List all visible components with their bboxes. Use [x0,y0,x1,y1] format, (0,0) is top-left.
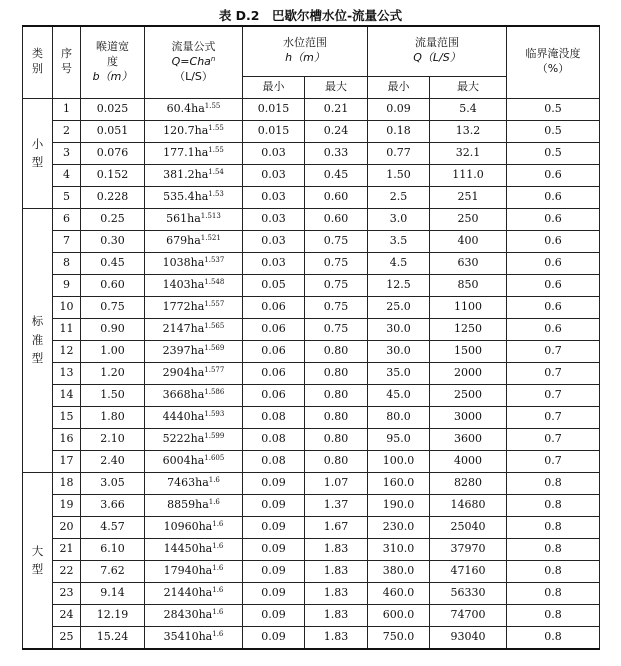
width-cell: 3.66 [81,494,145,516]
table-row [23,626,600,649]
header-flow-min: 最小 [368,76,430,98]
formula-cell: $381.2ha^{1.54}$ [145,164,243,186]
seq-cell: 16 [53,428,81,450]
water-max-cell: 0.80 [305,340,368,362]
width-cell: 0.076 [81,142,145,164]
width-cell: 1.50 [81,384,145,406]
submergence-cell: 0.6 [507,164,600,186]
flow-min-cell: 30.0 [368,318,430,340]
flow-min-cell: 2.5 [368,186,430,208]
submergence-cell: 0.7 [507,384,600,406]
formula-cell: $21440ha^{1.6}$ [145,582,243,604]
header-flow-formula: 流量公式 Q=Cha$^n$ （L/S） [145,26,243,98]
table-row [23,560,600,582]
water-min-cell: 0.03 [243,252,305,274]
flow-min-cell: 100.0 [368,450,430,472]
width-cell: 0.60 [81,274,145,296]
table-row [23,120,600,142]
flow-max-cell: 250 [430,208,507,230]
width-cell: 0.25 [81,208,145,230]
water-max-cell: 0.60 [305,208,368,230]
header-water-max: 最大 [305,76,368,98]
flow-min-cell: 160.0 [368,472,430,494]
width-cell: 0.45 [81,252,145,274]
width-cell: 1.00 [81,340,145,362]
flow-min-cell: 190.0 [368,494,430,516]
flow-max-cell: 14680 [430,494,507,516]
water-min-cell: 0.06 [243,296,305,318]
formula-cell: $1772ha^{1.557}$ [145,296,243,318]
flow-max-cell: 93040 [430,626,507,649]
water-min-cell: 0.08 [243,428,305,450]
width-cell: 2.10 [81,428,145,450]
water-min-cell: 0.09 [243,516,305,538]
flow-min-cell: 12.5 [368,274,430,296]
water-min-cell: 0.06 [243,362,305,384]
width-cell: 1.80 [81,406,145,428]
submergence-cell: 0.6 [507,208,600,230]
seq-cell: 25 [53,626,81,649]
parshall-flume-table [22,25,600,650]
water-min-cell: 0.03 [243,164,305,186]
flow-min-cell: 460.0 [368,582,430,604]
seq-cell: 18 [53,472,81,494]
table-row [23,98,600,120]
water-max-cell: 0.60 [305,186,368,208]
formula-cell: $10960ha^{1.6}$ [145,516,243,538]
table-row [23,472,600,494]
header-flow-range: 流量范围 Q（L/S） [368,26,507,76]
formula-cell: $14450ha^{1.6}$ [145,538,243,560]
submergence-cell: 0.6 [507,274,600,296]
water-min-cell: 0.06 [243,340,305,362]
seq-cell: 3 [53,142,81,164]
seq-cell: 7 [53,230,81,252]
flow-max-cell: 2500 [430,384,507,406]
submergence-cell: 0.6 [507,230,600,252]
flow-max-cell: 25040 [430,516,507,538]
table-row [23,538,600,560]
table-row [23,384,600,406]
submergence-cell: 0.8 [507,604,600,626]
seq-cell: 21 [53,538,81,560]
submergence-cell: 0.8 [507,582,600,604]
water-max-cell: 0.75 [305,318,368,340]
seq-cell: 12 [53,340,81,362]
flow-max-cell: 3000 [430,406,507,428]
water-max-cell: 0.75 [305,230,368,252]
submergence-cell: 0.6 [507,318,600,340]
seq-cell: 15 [53,406,81,428]
formula-cell: $120.7ha^{1.55}$ [145,120,243,142]
flow-max-cell: 32.1 [430,142,507,164]
flow-min-cell: 600.0 [368,604,430,626]
flow-min-cell: 0.18 [368,120,430,142]
flow-min-cell: 3.5 [368,230,430,252]
seq-cell: 11 [53,318,81,340]
header-throat-width: 喉道宽 度 b（m） [81,26,145,98]
flow-min-cell: 3.0 [368,208,430,230]
formula-cell: $1038ha^{1.537}$ [145,252,243,274]
seq-cell: 17 [53,450,81,472]
header-seq: 序 号 [53,26,81,98]
width-cell: 0.025 [81,98,145,120]
submergence-cell: 0.8 [507,494,600,516]
formula-cell: $17940ha^{1.6}$ [145,560,243,582]
submergence-cell: 0.7 [507,340,600,362]
formula-cell: $3668ha^{1.586}$ [145,384,243,406]
formula-cell: $535.4ha^{1.53}$ [145,186,243,208]
water-max-cell: 0.75 [305,274,368,296]
water-max-cell: 0.80 [305,362,368,384]
flow-min-cell: 750.0 [368,626,430,649]
table-row [23,406,600,428]
submergence-cell: 0.8 [507,516,600,538]
category-cell: 大 型 [23,472,53,649]
category-cell: 标 准 型 [23,208,53,472]
submergence-cell: 0.5 [507,98,600,120]
table-row [23,252,600,274]
flow-max-cell: 13.2 [430,120,507,142]
table-row [23,428,600,450]
flow-min-cell: 25.0 [368,296,430,318]
table-row [23,296,600,318]
flow-min-cell: 35.0 [368,362,430,384]
table-row [23,164,600,186]
table-body [23,98,600,649]
width-cell: 0.30 [81,230,145,252]
formula-cell: $35410ha^{1.6}$ [145,626,243,649]
width-cell: 6.10 [81,538,145,560]
submergence-cell: 0.5 [507,142,600,164]
seq-cell: 10 [53,296,81,318]
submergence-cell: 0.6 [507,252,600,274]
formula-cell: $4440ha^{1.593}$ [145,406,243,428]
seq-cell: 8 [53,252,81,274]
water-min-cell: 0.06 [243,384,305,406]
table-row [23,142,600,164]
water-min-cell: 0.05 [243,274,305,296]
formula-cell: $5222ha^{1.599}$ [145,428,243,450]
flow-min-cell: 95.0 [368,428,430,450]
seq-cell: 14 [53,384,81,406]
formula-cell: $1403ha^{1.548}$ [145,274,243,296]
formula-cell: $60.4ha^{1.55}$ [145,98,243,120]
submergence-cell: 0.7 [507,428,600,450]
water-max-cell: 0.21 [305,98,368,120]
water-max-cell: 0.80 [305,406,368,428]
water-max-cell: 1.83 [305,604,368,626]
table-row [23,582,600,604]
water-min-cell: 0.015 [243,98,305,120]
seq-cell: 13 [53,362,81,384]
formula-cell: $28430ha^{1.6}$ [145,604,243,626]
seq-cell: 2 [53,120,81,142]
table-row [23,362,600,384]
header-flow-max: 最大 [430,76,507,98]
header-category: 类 别 [23,26,53,98]
flow-max-cell: 251 [430,186,507,208]
table-row [23,604,600,626]
flow-max-cell: 111.0 [430,164,507,186]
flow-min-cell: 380.0 [368,560,430,582]
header-water-range: 水位范围 h（m） [243,26,368,76]
formula-cell: $6004ha^{1.605}$ [145,450,243,472]
width-cell: 0.051 [81,120,145,142]
flow-min-cell: 45.0 [368,384,430,406]
flow-min-cell: 230.0 [368,516,430,538]
water-max-cell: 1.67 [305,516,368,538]
flow-max-cell: 1100 [430,296,507,318]
formula-cell: $2147ha^{1.565}$ [145,318,243,340]
width-cell: 12.19 [81,604,145,626]
formula-cell: $679ha^{1.521}$ [145,230,243,252]
width-cell: 9.14 [81,582,145,604]
water-max-cell: 0.80 [305,384,368,406]
seq-cell: 1 [53,98,81,120]
flow-max-cell: 56330 [430,582,507,604]
header-water-min: 最小 [243,76,305,98]
flow-max-cell: 74700 [430,604,507,626]
water-max-cell: 1.83 [305,582,368,604]
width-cell: 0.152 [81,164,145,186]
formula-cell: $7463ha^{1.6}$ [145,472,243,494]
table-title: 表 D.2 巴歇尔槽水位-流量公式 [218,8,403,23]
submergence-cell: 0.8 [507,538,600,560]
water-min-cell: 0.09 [243,582,305,604]
submergence-cell: 0.8 [507,472,600,494]
seq-cell: 23 [53,582,81,604]
water-max-cell: 0.80 [305,428,368,450]
table-row [23,450,600,472]
seq-cell: 5 [53,186,81,208]
flow-max-cell: 630 [430,252,507,274]
water-max-cell: 0.80 [305,450,368,472]
water-min-cell: 0.09 [243,604,305,626]
table-row [23,494,600,516]
table-row [23,208,600,230]
flow-max-cell: 37970 [430,538,507,560]
water-min-cell: 0.03 [243,186,305,208]
flow-max-cell: 1250 [430,318,507,340]
seq-cell: 6 [53,208,81,230]
flow-min-cell: 0.09 [368,98,430,120]
water-min-cell: 0.06 [243,318,305,340]
formula-cell: $177.1ha^{1.55}$ [145,142,243,164]
table-row [23,340,600,362]
table-row [23,274,600,296]
submergence-cell: 0.6 [507,186,600,208]
water-min-cell: 0.03 [243,142,305,164]
flow-min-cell: 310.0 [368,538,430,560]
width-cell: 0.90 [81,318,145,340]
table-row [23,516,600,538]
seq-cell: 9 [53,274,81,296]
water-max-cell: 1.37 [305,494,368,516]
width-cell: 0.75 [81,296,145,318]
flow-min-cell: 1.50 [368,164,430,186]
submergence-cell: 0.8 [507,560,600,582]
width-cell: 1.20 [81,362,145,384]
submergence-cell: 0.8 [507,626,600,649]
seq-cell: 19 [53,494,81,516]
table-row [23,230,600,252]
seq-cell: 20 [53,516,81,538]
water-min-cell: 0.03 [243,208,305,230]
flow-max-cell: 47160 [430,560,507,582]
water-max-cell: 0.24 [305,120,368,142]
water-min-cell: 0.08 [243,406,305,428]
water-min-cell: 0.09 [243,560,305,582]
submergence-cell: 0.5 [507,120,600,142]
flow-max-cell: 1500 [430,340,507,362]
flow-max-cell: 400 [430,230,507,252]
water-max-cell: 1.83 [305,626,368,649]
flow-max-cell: 850 [430,274,507,296]
submergence-cell: 0.6 [507,296,600,318]
water-min-cell: 0.08 [243,450,305,472]
water-max-cell: 0.75 [305,296,368,318]
width-cell: 0.228 [81,186,145,208]
formula-cell: $8859ha^{1.6}$ [145,494,243,516]
water-max-cell: 0.33 [305,142,368,164]
formula-cell: $561ha^{1.513}$ [145,208,243,230]
width-cell: 4.57 [81,516,145,538]
water-max-cell: 0.75 [305,252,368,274]
flow-min-cell: 4.5 [368,252,430,274]
water-min-cell: 0.09 [243,626,305,649]
water-max-cell: 0.45 [305,164,368,186]
seq-cell: 22 [53,560,81,582]
water-max-cell: 1.07 [305,472,368,494]
flow-max-cell: 3600 [430,428,507,450]
flow-max-cell: 2000 [430,362,507,384]
submergence-cell: 0.7 [507,450,600,472]
flow-max-cell: 4000 [430,450,507,472]
seq-cell: 24 [53,604,81,626]
flow-max-cell: 8280 [430,472,507,494]
width-cell: 7.62 [81,560,145,582]
table-row [23,318,600,340]
category-cell: 小 型 [23,98,53,208]
width-cell: 15.24 [81,626,145,649]
table-row [23,186,600,208]
width-cell: 3.05 [81,472,145,494]
water-max-cell: 1.83 [305,560,368,582]
formula-cell: $2904ha^{1.577}$ [145,362,243,384]
flow-min-cell: 0.77 [368,142,430,164]
flow-max-cell: 5.4 [430,98,507,120]
submergence-cell: 0.7 [507,406,600,428]
width-cell: 2.40 [81,450,145,472]
submergence-cell: 0.7 [507,362,600,384]
water-min-cell: 0.03 [243,230,305,252]
flow-min-cell: 30.0 [368,340,430,362]
water-max-cell: 1.83 [305,538,368,560]
flow-min-cell: 80.0 [368,406,430,428]
seq-cell: 4 [53,164,81,186]
water-min-cell: 0.09 [243,494,305,516]
header-submergence: 临界淹没度 （%） [507,26,600,98]
formula-cell: $2397ha^{1.569}$ [145,340,243,362]
water-min-cell: 0.015 [243,120,305,142]
water-min-cell: 0.09 [243,538,305,560]
water-min-cell: 0.09 [243,472,305,494]
